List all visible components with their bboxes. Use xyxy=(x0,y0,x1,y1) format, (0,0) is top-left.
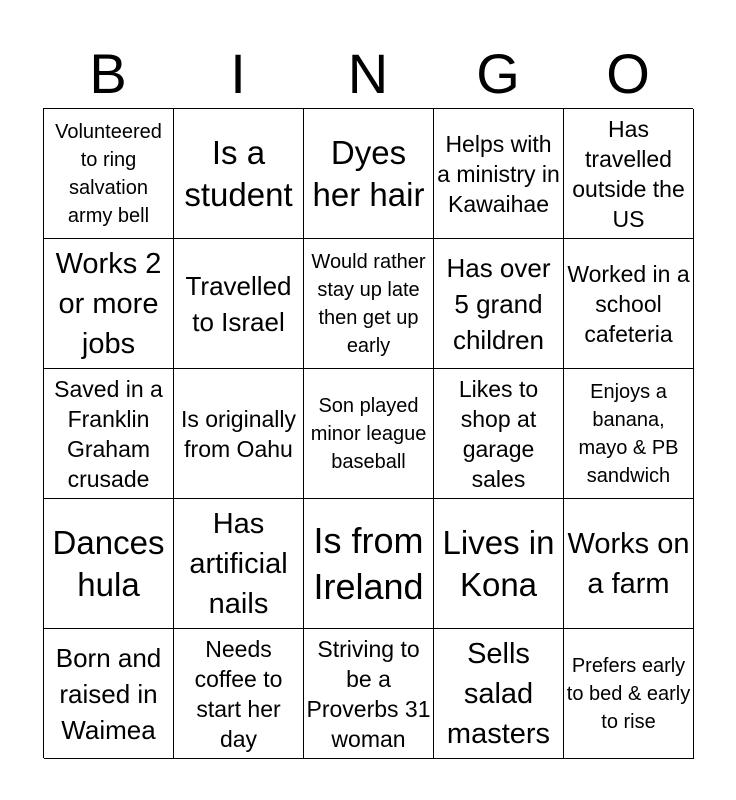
header-letter-i: I xyxy=(230,42,246,105)
cell-text: Lives in Kona xyxy=(442,523,555,603)
cell-text: Son played minor league baseball xyxy=(310,394,427,473)
bingo-cell[interactable] xyxy=(174,109,304,239)
bingo-cell[interactable] xyxy=(304,369,434,499)
bingo-cell[interactable] xyxy=(564,629,694,759)
cell-text: Striving to be a Proverbs 31 woman xyxy=(306,635,431,752)
bingo-header xyxy=(43,40,693,108)
cell-text: Sells salad masters xyxy=(446,637,551,750)
header-letter-o: O xyxy=(606,42,650,105)
bingo-cell[interactable] xyxy=(434,629,564,759)
cell-text: Saved in a Franklin Graham crusade xyxy=(54,375,163,492)
cell-text: Works on a farm xyxy=(567,527,690,600)
cell-text: Needs coffee to start her day xyxy=(194,635,283,752)
cell-text: Has artificial nails xyxy=(189,507,288,620)
bingo-grid xyxy=(43,108,693,758)
bingo-cell[interactable] xyxy=(434,109,564,239)
cell-text: Dyes her hair xyxy=(312,133,425,213)
header-letter-g: G xyxy=(476,42,520,105)
bingo-cell[interactable] xyxy=(44,629,174,759)
bingo-cell[interactable] xyxy=(44,369,174,499)
cell-text: Helps with a ministry in Kawaihae xyxy=(437,130,560,217)
bingo-cell[interactable] xyxy=(564,109,694,239)
cell-text: Works 2 or more jobs xyxy=(55,247,162,360)
bingo-cell[interactable] xyxy=(304,499,434,629)
cell-text: Born and raised in Waimea xyxy=(55,642,162,745)
cell-text: Worked in a school cafeteria xyxy=(567,260,690,347)
cell-text: Dances hula xyxy=(52,523,165,603)
bingo-cell[interactable] xyxy=(434,499,564,629)
cell-text: Is from Ireland xyxy=(313,519,424,607)
header-letter-n: N xyxy=(347,42,389,105)
cell-text: Is a student xyxy=(184,133,293,213)
bingo-cell[interactable] xyxy=(44,499,174,629)
bingo-cell[interactable] xyxy=(174,629,304,759)
bingo-cell[interactable] xyxy=(174,499,304,629)
cell-text: Is originally from Oahu xyxy=(180,405,297,462)
bingo-cell[interactable] xyxy=(44,239,174,369)
bingo-cell[interactable] xyxy=(304,239,434,369)
bingo-cell[interactable] xyxy=(434,239,564,369)
bingo-cell[interactable] xyxy=(304,629,434,759)
header-letter-b: B xyxy=(89,42,127,105)
cell-text: Volunteered to ring salvation army bell xyxy=(55,120,162,227)
cell-text: Likes to shop at garage sales xyxy=(458,375,539,492)
bingo-cell[interactable] xyxy=(174,369,304,499)
bingo-cell[interactable] xyxy=(564,499,694,629)
bingo-cell[interactable] xyxy=(44,109,174,239)
cell-text: Would rather stay up late then get up early xyxy=(311,250,426,357)
cell-text: Travelled to Israel xyxy=(185,270,292,337)
cell-text: Has travelled outside the US xyxy=(572,115,685,232)
bingo-cell[interactable] xyxy=(434,369,564,499)
bingo-cell[interactable] xyxy=(564,239,694,369)
cell-text: Prefers early to bed & early to rise xyxy=(566,654,691,733)
cell-text: Enjoys a banana, mayo & PB sandwich xyxy=(578,380,679,487)
bingo-cell[interactable] xyxy=(174,239,304,369)
bingo-cell[interactable] xyxy=(564,369,694,499)
cell-text: Has over 5 grand children xyxy=(446,252,551,355)
bingo-cell[interactable] xyxy=(304,109,434,239)
